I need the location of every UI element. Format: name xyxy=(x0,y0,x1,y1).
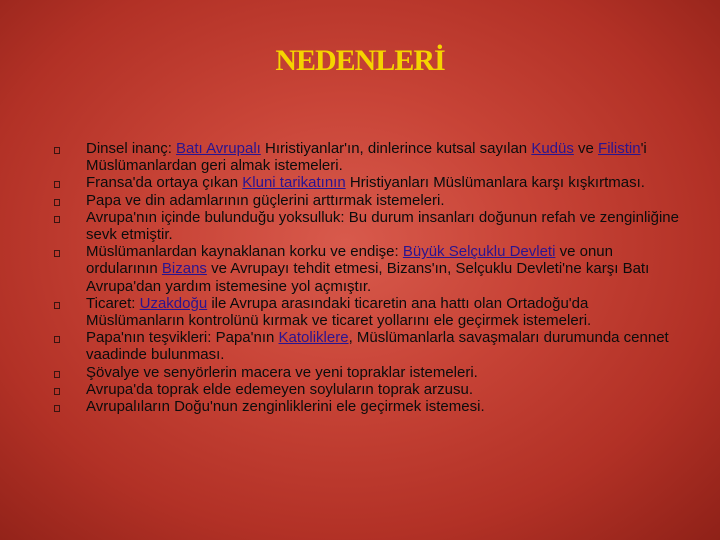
hyperlink[interactable]: Kluni tarikatının xyxy=(242,174,346,192)
text-run: ve onun ordularının xyxy=(86,243,613,278)
hyperlink[interactable]: Katoliklere xyxy=(278,329,349,347)
text-run: Dinsel inanç: xyxy=(86,140,177,157)
hyperlink[interactable]: Batı Avrupalı xyxy=(176,140,261,157)
square-bullet-icon xyxy=(54,216,60,223)
bullet-text xyxy=(86,192,445,209)
square-bullet-icon xyxy=(54,181,60,188)
text-run: Hristiyanları Müslümanlara karşı kışkırtması. xyxy=(345,174,645,192)
bullet-item xyxy=(54,381,684,398)
square-bullet-icon xyxy=(54,147,60,154)
bullet-item xyxy=(54,140,684,174)
bullet-text xyxy=(86,364,478,381)
text-run: ve xyxy=(573,140,599,157)
bullet-text xyxy=(86,174,645,191)
bullet-item xyxy=(54,329,684,363)
text-run: Papa'nın teşvikleri: Papa'nın xyxy=(86,329,279,347)
text-run: Avrupa'nın içinde bulunduğu yoksulluk: Bu durum insanları doğunun refah ve zenginliğine sevk etmiştir. xyxy=(86,208,679,244)
text-run: Hıristiyanlar'ın, dinlerince kutsal sayılan xyxy=(260,140,532,157)
bullet-item xyxy=(54,209,684,243)
square-bullet-icon xyxy=(54,388,60,395)
slide-title: NEDENLERİ xyxy=(275,44,445,77)
bullet-text xyxy=(86,381,473,398)
bullet-text xyxy=(86,398,485,415)
bullet-item xyxy=(54,398,684,415)
hyperlink[interactable]: Uzakdoğu xyxy=(139,294,208,312)
hyperlink[interactable]: Bizans xyxy=(161,260,207,278)
text-run: Avrupalıların Doğu'nun zenginliklerini ele geçirmek istemesi. xyxy=(86,398,485,416)
square-bullet-icon xyxy=(54,371,60,378)
text-run: Papa ve din adamlarının güçlerini arttırmak istemeleri. xyxy=(86,191,445,209)
bullet-text xyxy=(86,243,649,294)
text-run: , Müslümanlarla savaşmaları durumunda cennet vaadinde bulunması. xyxy=(86,329,669,364)
square-bullet-icon xyxy=(54,302,60,309)
bullet-list xyxy=(54,140,684,415)
bullet-text xyxy=(86,295,591,329)
hyperlink[interactable]: Filistin xyxy=(598,140,641,157)
square-bullet-icon xyxy=(54,250,60,257)
bullet-text xyxy=(86,329,669,363)
text-run: Şövalye ve senyörlerin macera ve yeni topraklar istemeleri. xyxy=(86,363,478,381)
bullet-item xyxy=(54,364,684,381)
square-bullet-icon xyxy=(54,405,60,412)
square-bullet-icon xyxy=(54,199,60,206)
text-run: Fransa'da ortaya çıkan xyxy=(86,174,243,192)
square-bullet-icon xyxy=(54,336,60,343)
text-run: Müslümanlardan kaynaklanan korku ve endişe: xyxy=(86,243,403,261)
bullet-item xyxy=(54,192,684,209)
text-run: 'i Müslümanlardan geri almak istemeleri. xyxy=(86,140,647,175)
text-run: ve Avrupayı tehdit etmesi, Bizans'ın, Selçuklu Devleti'ne karşı Batı Avrupa'dan yardım istemesine yol açmıştır. xyxy=(86,260,650,295)
bullet-text xyxy=(86,209,679,243)
text-run: Avrupa'da toprak elde edemeyen soyluların toprak arzusu. xyxy=(86,380,473,398)
bullet-item xyxy=(54,295,684,329)
bullet-item xyxy=(54,243,684,295)
bullet-item xyxy=(54,174,684,191)
text-run: ile Avrupa arasındaki ticaretin ana hattı olan Ortadoğu'da Müslümanların kontrolünü kırmak ve ticaret yollarını ele geçirmek istemeleri. xyxy=(86,294,592,330)
text-run: Ticaret: xyxy=(86,294,140,312)
bullet-text xyxy=(86,140,647,174)
hyperlink[interactable]: Kudüs xyxy=(531,140,574,157)
hyperlink[interactable]: Büyük Selçuklu Devleti xyxy=(402,243,556,261)
